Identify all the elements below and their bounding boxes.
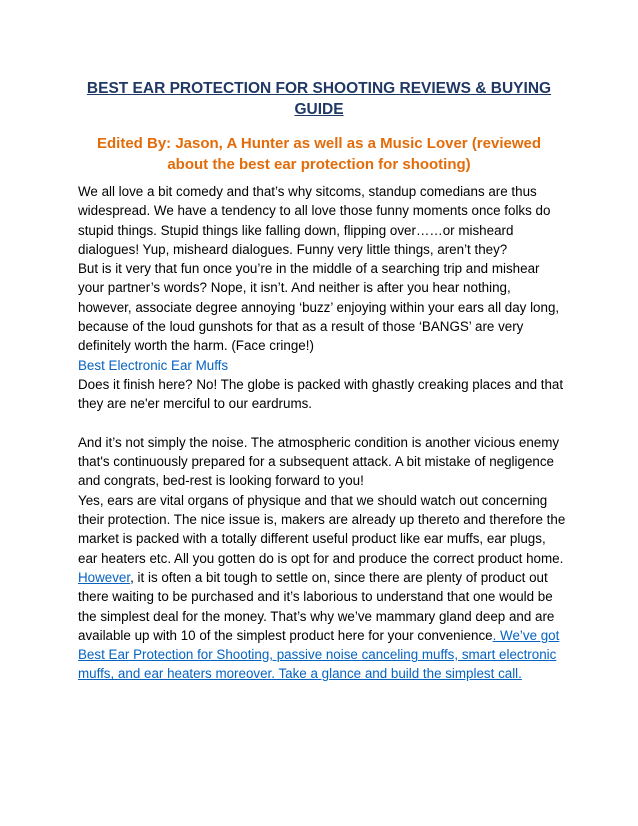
document-body [78, 182, 568, 684]
paragraph-intro: We all love a bit comedy and that’s why sitcoms, standup comedians are thus widespread. We have a tendency to all love those funny moments once folks do stupid things. Stupid things like falling down, flipping over……or misheard dialogues! Yup, misheard dialogues. Funny very little things, aren’t they? [78, 184, 551, 257]
link-best-ear-protection[interactable]: . We’ve got Best Ear Protection for Shooting, passive noise canceling muffs, smart electronic muffs, and ear heaters moreover. Take a glance and build the simplest call. [78, 627, 560, 682]
paragraph-creaking-places: Does it finish here? No! The globe is packed with ghastly creaking places and that they are ne'er merciful to our eardrums. [78, 376, 564, 412]
paragraph-hunting-trip: But is it very that fun once you’re in the middle of a searching trip and mishear your partner’s words? Nope, it isn’t. And neither is after you hear nothing, however, associate degree annoying ‘buzz’ enjoying within your ears all day long, because of the loud gunshots for that as a result of those ‘BANGS’ are very definitely worth the harm. (Face cringe!) [78, 261, 560, 354]
document-title: BEST EAR PROTECTION FOR SHOOTING REVIEWS & BUYING GUIDE [86, 80, 552, 118]
link-however[interactable]: However [78, 569, 131, 585]
paragraph-atmospheric: And it’s not simply the noise. The atmospheric condition is another vicious enemy that's continuously prepared for a subsequent attack. A bit mistake of negligence and congrats, bed-rest is looking forward to you! [78, 434, 560, 489]
paragraph-however [78, 568, 568, 684]
paragraph-however-text: , it is often a bit tough to settle on, since there are plenty of product out there waiting to be purchased and it’s laborious to understand that one would be the simplest deal for the money. That’s why we’ve mammary gland deep and are available up with 10 of the simplest product here for your convenience [78, 569, 555, 643]
blank-line [78, 414, 568, 433]
document-subtitle: Edited By: Jason, A Hunter as well as a Music Lover (reviewed about the best ear protection for shooting) [96, 135, 542, 173]
link-best-electronic-ear-muffs[interactable]: Best Electronic Ear Muffs [78, 357, 229, 373]
paragraph-vital-organs: Yes, ears are vital organs of physique and that we should watch out concerning their protection. The nice issue is, makers are already up thereto and therefore the market is packed with a totally different useful product like ear muffs, ear plugs, ear heaters etc. All you gotten do is opt for and produce the correct product home. [78, 492, 566, 566]
